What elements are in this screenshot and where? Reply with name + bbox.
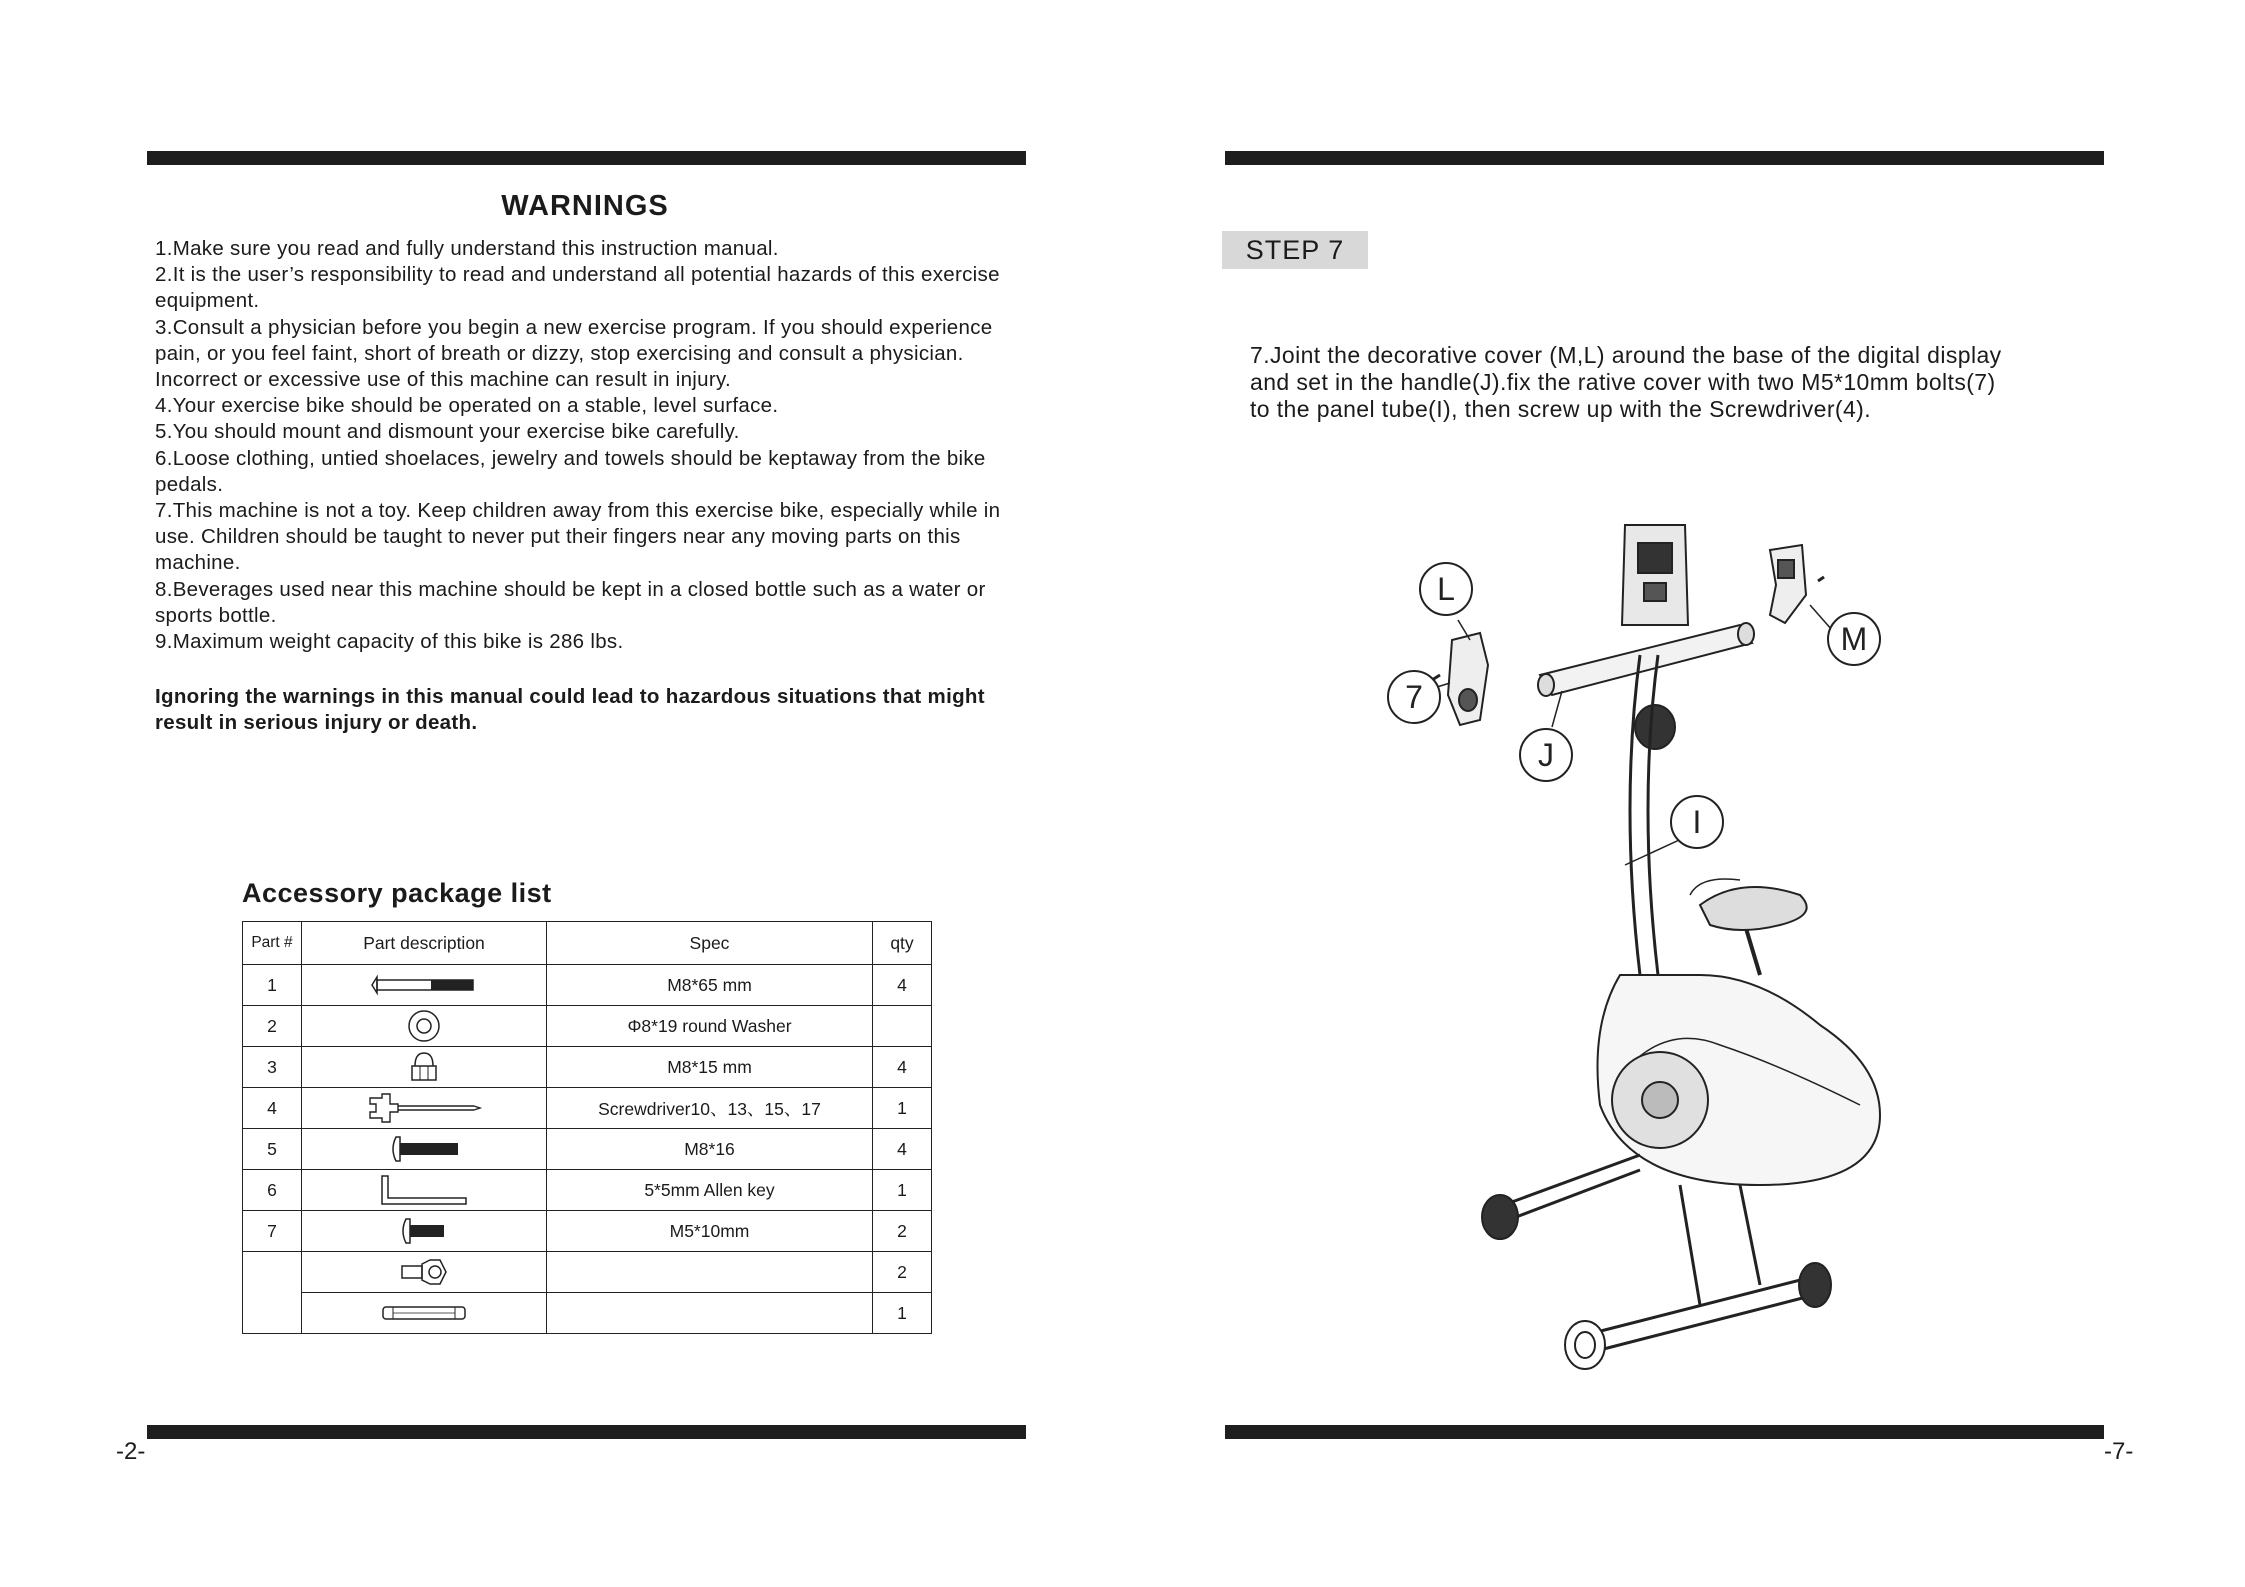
qty: 2 [873,1211,932,1252]
screwdriver-icon [302,1088,547,1129]
qty: 4 [873,1047,932,1088]
right-top-bar [1225,151,2104,165]
warning-item: 6.Loose clothing, untied shoelaces, jewelry and towels should be keptaway from the bike pedals. [155,446,986,496]
callout-7: 7 [1405,679,1423,715]
table-row [243,1129,932,1170]
qty: 1 [873,1293,932,1334]
step-instructions [1250,342,2100,423]
right-page-number: -7- [2104,1438,2134,1465]
qty: 1 [873,1170,932,1211]
step-line: and set in the handle(J).fix the rative cover with two M5*10mm bolts(7) [1250,369,1996,395]
spec [547,1252,873,1293]
table-row [243,1088,932,1129]
spec: M8*15 mm [547,1047,873,1088]
header-part: Part # [243,922,302,965]
long-bolt-icon [302,965,547,1006]
table-row [243,1170,932,1211]
sleeve-icon [302,1293,547,1334]
header-description: Part description [302,922,547,965]
part-number: 4 [243,1088,302,1129]
accessory-title: Accessory package list [242,878,552,908]
short-bolt-icon [302,1211,547,1252]
left-top-bar [147,151,1026,165]
table-row [243,1252,932,1293]
spec: M5*10mm [547,1211,873,1252]
spec: M8*16 [547,1129,873,1170]
bike-assembly-diagram [1340,505,1980,1385]
table-row [243,1293,932,1334]
part-number: 7 [243,1211,302,1252]
qty: 1 [873,1088,932,1129]
table-row [243,1211,932,1252]
callout-J: J [1538,737,1554,773]
callout-I: I [1692,804,1702,840]
warning-item: 7.This machine is not a toy. Keep children away from this exercise bike, especially while in use. Children should be taught to never put their fingers near any moving parts on this machine. [155,499,1001,575]
part-number: 3 [243,1047,302,1088]
header-spec: Spec [547,922,873,965]
part-number [243,1252,302,1334]
left-bottom-bar [147,1425,1026,1439]
qty [873,1006,932,1047]
accessory-table [242,921,932,1334]
right-bottom-bar [1225,1425,2104,1439]
table-row [243,965,932,1006]
warning-item: 2.It is the user’s responsibility to read and understand all potential hazards of this exercise equipment. [155,263,1000,313]
step-line: to the panel tube(I), then screw up with the Screwdriver(4). [1250,396,1872,422]
callout-M: M [1840,621,1868,657]
part-number: 5 [243,1129,302,1170]
callout-L: L [1437,571,1455,607]
warning-item: 8.Beverages used near this machine should be kept in a closed bottle such as a water or sports bottle. [155,577,986,627]
table-header-row [243,922,932,965]
left-page-number: -2- [116,1438,146,1465]
qty: 4 [873,1129,932,1170]
cap-nut-icon [302,1047,547,1088]
header-qty: qty [873,922,932,965]
warnings-list [155,236,1015,655]
spec: 5*5mm Allen key [547,1170,873,1211]
spec: Screwdriver10、13、15、17 [547,1088,873,1129]
part-number: 2 [243,1006,302,1047]
part-number: 1 [243,965,302,1006]
qty: 2 [873,1252,932,1293]
warning-emphasis: Ignoring the warnings in this manual could lead to hazardous situations that might result in serious injury or death. [155,685,985,735]
step-line: 7.Joint the decorative cover (M,L) around the base of the digital display [1250,342,2002,368]
warnings-title: WARNINGS [501,190,669,222]
round-washer-icon [302,1006,547,1047]
part-number: 6 [243,1170,302,1211]
qty: 4 [873,965,932,1006]
hex-nut-icon [302,1252,547,1293]
step-label: STEP 7 [1222,231,1368,269]
spec [547,1293,873,1334]
warning-item: 3.Consult a physician before you begin a new exercise program. If you should experience pain, or you feel faint, short of breath or dizzy, stop exercising and consult a physician. Incorrect or excessive use of this machine can result in injury. [155,315,993,392]
spec: M8*65 mm [547,965,873,1006]
table-row [243,1006,932,1047]
warning-item: 1.Make sure you read and fully understand this instruction manual. [155,237,779,260]
allen-key-icon [302,1170,547,1211]
table-row [243,1047,932,1088]
bolt-icon [302,1129,547,1170]
warning-item: 9.Maximum weight capacity of this bike is 286 lbs. [155,630,624,654]
spec: Φ8*19 round Washer [547,1006,873,1047]
warning-item: 5.You should mount and dismount your exercise bike carefully. [155,420,740,444]
warning-item: 4.Your exercise bike should be operated on a stable, level surface. [155,394,779,418]
